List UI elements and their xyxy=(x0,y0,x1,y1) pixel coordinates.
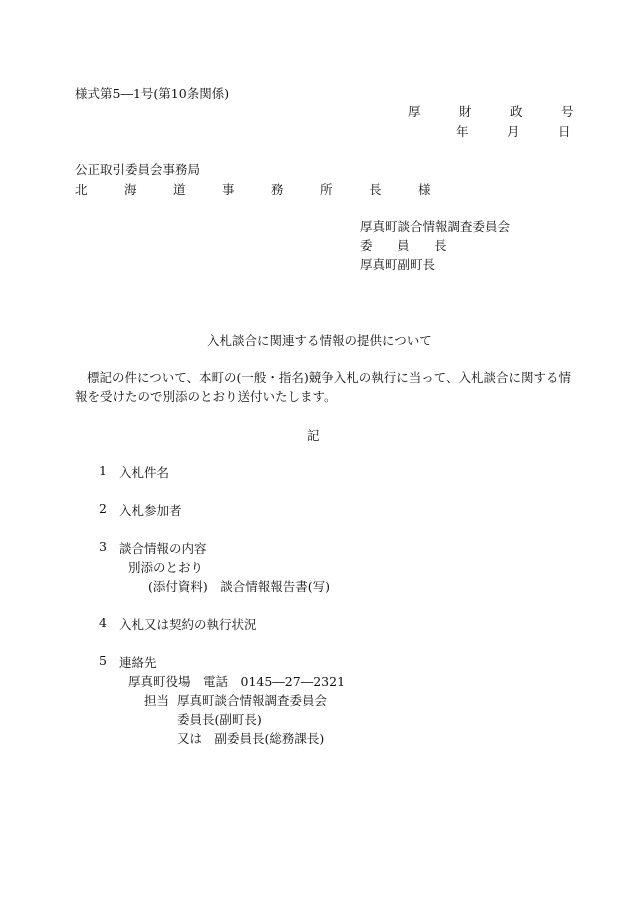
item-5-number: 5 xyxy=(99,653,107,668)
ki-heading: 記 xyxy=(307,428,320,443)
item-3-sub-2: (添付資料) 談合情報報告書(写) xyxy=(148,579,331,594)
item-2-number: 2 xyxy=(99,501,107,516)
document-reference-number: 厚 財 政 号 xyxy=(408,104,587,119)
item-2-label: 入札参加者 xyxy=(119,503,182,518)
form-number: 様式第5―1号(第10条関係) xyxy=(75,86,230,101)
contact-person-2: 又は 副委員長(総務課長) xyxy=(177,731,325,746)
sender-organization: 厚真町談合情報調査委員会 xyxy=(360,219,511,234)
sender-title: 委 員 長 xyxy=(360,238,453,253)
item-4-label: 入札又は契約の執行状況 xyxy=(119,617,257,632)
item-1-label: 入札件名 xyxy=(119,465,170,480)
document-subject: 入札談合に関連する情報の提供について xyxy=(207,333,432,348)
item-3-number: 3 xyxy=(99,539,107,554)
item-3-sub-1: 別添のとおり xyxy=(128,560,204,575)
item-1-number: 1 xyxy=(99,463,107,478)
body-line-2: 報を受けたので別添のとおり送付いたします。 xyxy=(75,389,337,404)
contact-office: 厚真町役場 電話 0145―27―2321 xyxy=(128,674,346,689)
document-date: 年 月 日 xyxy=(456,124,584,139)
body-line-1: 標記の件について、本町の(一般・指名)競争入札の執行に当って、入札談合に関する情 xyxy=(87,370,572,385)
item-5-label: 連絡先 xyxy=(119,655,157,670)
contact-person-1: 委員長(副町長) xyxy=(177,712,262,727)
item-3-label: 談合情報の内容 xyxy=(119,541,207,556)
item-4-number: 4 xyxy=(99,615,107,630)
recipient-name: 北 海 道 事 務 所 長 様 xyxy=(75,182,443,197)
sender-name: 厚真町副町長 xyxy=(360,257,436,272)
contact-tanto-organization: 厚真町談合情報調査委員会 xyxy=(177,693,328,708)
contact-tanto-label: 担当 xyxy=(144,693,170,708)
recipient-organization: 公正取引委員会事務局 xyxy=(75,162,201,177)
